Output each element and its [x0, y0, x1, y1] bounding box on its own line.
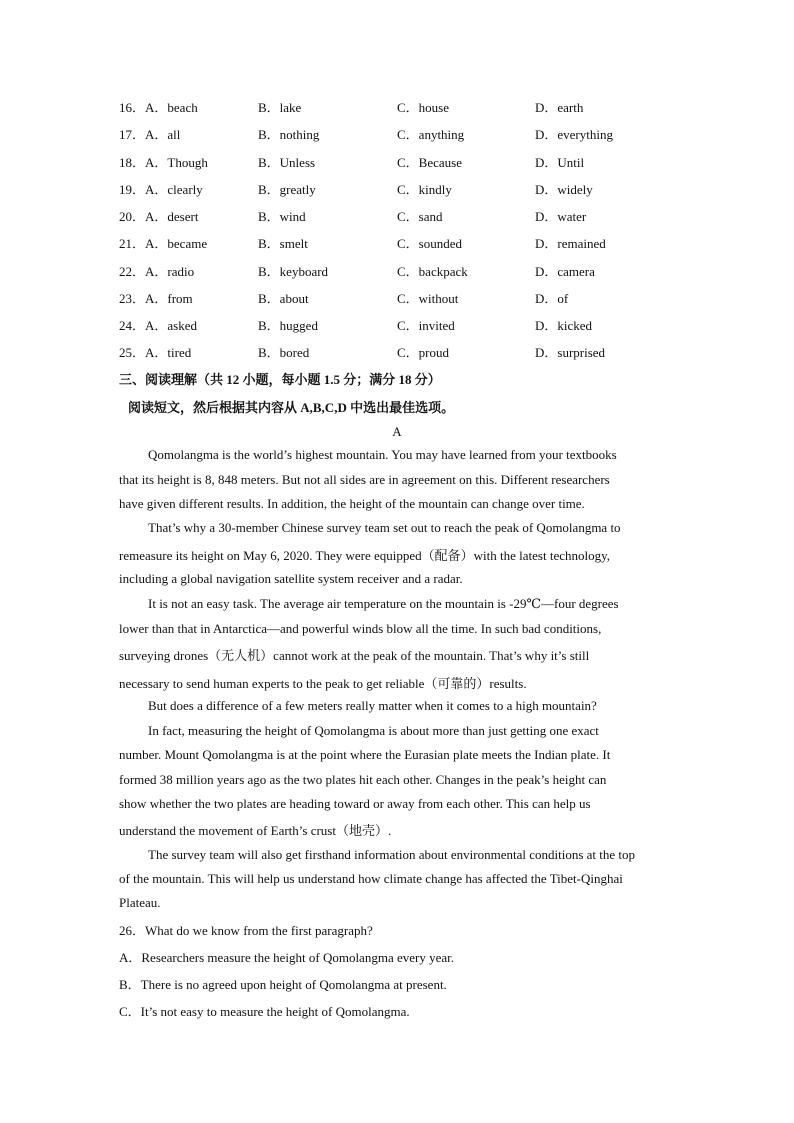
- option-a: 18．A．Though: [119, 155, 208, 170]
- option-b: B．hugged: [258, 318, 318, 333]
- option-a: 17．A．all: [119, 127, 181, 142]
- option-row-23: [119, 288, 719, 308]
- option-d: D．water: [535, 209, 587, 224]
- option-d: D．widely: [535, 182, 593, 197]
- option-a: 22．A．radio: [119, 264, 195, 279]
- option-d: D．earth: [535, 100, 584, 115]
- passage-line: lower than that in Antarctica—and powerful winds blow all the time. In such bad conditions,: [119, 621, 602, 636]
- option-row-22: [119, 261, 719, 281]
- option-a: 24．A．asked: [119, 318, 198, 333]
- option-c: C．sand: [397, 209, 443, 224]
- option-row-20: [119, 206, 719, 226]
- option-b: B．lake: [258, 100, 302, 115]
- option-a: 16．A．beach: [119, 100, 198, 115]
- option-d: D．camera: [535, 264, 595, 279]
- passage-line: remeasure its height on May 6, 2020. They were equipped（配备）with the latest technology,: [119, 548, 610, 563]
- option-b: B．greatly: [258, 182, 316, 197]
- passage-label: A: [392, 424, 402, 439]
- option-row-24: [119, 315, 719, 335]
- passage-line: It is not an easy task. The average air temperature on the mountain is -29℃—four degrees: [148, 596, 619, 611]
- passage-line: But does a difference of a few meters really matter when it comes to a high mountain?: [148, 698, 597, 713]
- option-b: B．wind: [258, 209, 306, 224]
- option-d: D．kicked: [535, 318, 593, 333]
- option-d: D．everything: [535, 127, 613, 142]
- passage-line: that its height is 8, 848 meters. But not all sides are in agreement on this. Different researchers: [119, 472, 610, 487]
- option-c: C．house: [397, 100, 450, 115]
- option-c: C．proud: [397, 345, 450, 360]
- passage-line: including a global navigation satellite system receiver and a radar.: [119, 571, 463, 586]
- answer-option-b: B．There is no agreed upon height of Qomolangma at present.: [119, 977, 447, 992]
- option-c: C．sounded: [397, 236, 463, 251]
- option-c: C．without: [397, 291, 459, 306]
- passage-line: have given different results. In addition, the height of the mountain can change over time.: [119, 496, 585, 511]
- passage-line: formed 38 million years ago as the two plates hit each other. Changes in the peak’s height can: [119, 772, 607, 787]
- option-c: C．Because: [397, 155, 462, 170]
- passage-line: The survey team will also get firsthand information about environmental conditions at the top: [148, 847, 636, 862]
- option-a: 23．A．from: [119, 291, 193, 306]
- option-row-18: [119, 152, 719, 172]
- section-instruction: 阅读短文，然后根据其内容从 A,B,C,D 中选出最佳选项。: [128, 400, 455, 415]
- option-b: B．about: [258, 291, 309, 306]
- option-row-25: [119, 342, 719, 362]
- option-b: B．bored: [258, 345, 310, 360]
- option-d: D．of: [535, 291, 569, 306]
- option-a: 20．A．desert: [119, 209, 199, 224]
- option-b: B．keyboard: [258, 264, 329, 279]
- option-row-21: [119, 233, 719, 253]
- passage-line: In fact, measuring the height of Qomolangma is about more than just getting one exact: [148, 723, 599, 738]
- option-a: 19．A．clearly: [119, 182, 203, 197]
- passage-line: understand the movement of Earth’s crust（地壳）.: [119, 823, 392, 838]
- passage-line: surveying drones（无人机）cannot work at the peak of the mountain. That’s why it’s still: [119, 648, 590, 663]
- option-b: B．smelt: [258, 236, 308, 251]
- section-heading: 三、阅读理解（共 12 小题，每小题 1.5 分；满分 18 分）: [119, 372, 441, 387]
- option-d: D．surprised: [535, 345, 606, 360]
- passage-line: Qomolangma is the world’s highest mountain. You may have learned from your textbooks: [148, 447, 617, 462]
- option-a: 21．A．became: [119, 236, 208, 251]
- passage-line: Plateau.: [119, 895, 161, 910]
- answer-option-a: A．Researchers measure the height of Qomolangma every year.: [119, 950, 454, 965]
- option-d: D．remained: [535, 236, 606, 251]
- option-row-19: [119, 179, 719, 199]
- answer-option-c: C．It’s not easy to measure the height of Qomolangma.: [119, 1004, 410, 1019]
- option-b: B．Unless: [258, 155, 316, 170]
- option-c: C．backpack: [397, 264, 468, 279]
- passage-line: necessary to send human experts to the peak to get reliable（可靠的）results.: [119, 676, 527, 691]
- option-row-16: [119, 97, 719, 117]
- option-row-17: [119, 124, 719, 144]
- passage-line: show whether the two plates are heading toward or away from each other. This can help us: [119, 796, 591, 811]
- option-c: C．invited: [397, 318, 455, 333]
- option-c: C．anything: [397, 127, 465, 142]
- passage-line: number. Mount Qomolangma is at the point where the Eurasian plate meets the Indian plate. It: [119, 747, 611, 762]
- option-d: D．Until: [535, 155, 585, 170]
- option-b: B．nothing: [258, 127, 320, 142]
- question-text: 26．What do we know from the first paragraph?: [119, 923, 373, 938]
- passage-line: That’s why a 30-member Chinese survey team set out to reach the peak of Qomolangma to: [148, 520, 621, 535]
- option-c: C．kindly: [397, 182, 452, 197]
- option-a: 25．A．tired: [119, 345, 192, 360]
- passage-line: of the mountain. This will help us understand how climate change has affected the Tibet-Qinghai: [119, 871, 623, 886]
